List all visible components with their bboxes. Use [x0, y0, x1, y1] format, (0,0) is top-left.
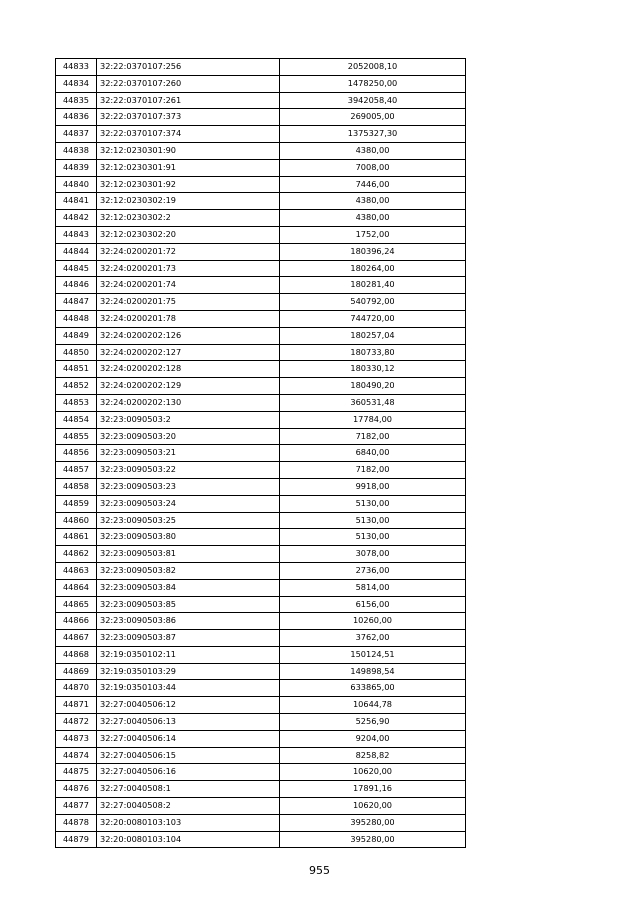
table-body [56, 59, 466, 848]
row-number: 44876 [56, 781, 97, 798]
row-number: 44867 [56, 630, 97, 647]
cadastral-number: 32:19:0350103:44 [97, 680, 280, 697]
cadastral-value: 7182,00 [280, 462, 466, 479]
row-number: 44865 [56, 596, 97, 613]
table-row [56, 613, 466, 630]
cadastral-number: 32:27:0040508:2 [97, 798, 280, 815]
cadastral-value: 180264,00 [280, 260, 466, 277]
table-row [56, 344, 466, 361]
cadastral-value: 180396,24 [280, 243, 466, 260]
cadastral-value: 3942058,40 [280, 92, 466, 109]
cadastral-value: 17891,16 [280, 781, 466, 798]
cadastral-number: 32:27:0040506:15 [97, 747, 280, 764]
cadastral-value: 7446,00 [280, 176, 466, 193]
table-row [56, 159, 466, 176]
table-row [56, 411, 466, 428]
table-row [56, 831, 466, 848]
table-row [56, 327, 466, 344]
row-number: 44864 [56, 579, 97, 596]
cadastral-value: 180257,04 [280, 327, 466, 344]
cadastral-number: 32:27:0040506:13 [97, 714, 280, 731]
cadastral-value: 149898,54 [280, 663, 466, 680]
cadastral-value: 180281,40 [280, 277, 466, 294]
table-row [56, 529, 466, 546]
table-row [56, 596, 466, 613]
cadastral-value: 3078,00 [280, 546, 466, 563]
table-row [56, 75, 466, 92]
table-row [56, 478, 466, 495]
table-row [56, 59, 466, 76]
row-number: 44859 [56, 495, 97, 512]
cadastral-number: 32:24:0200202:128 [97, 361, 280, 378]
row-number: 44840 [56, 176, 97, 193]
row-number: 44833 [56, 59, 97, 76]
cadastral-number: 32:23:0090503:20 [97, 428, 280, 445]
cadastral-number: 32:19:0350103:29 [97, 663, 280, 680]
cadastral-number: 32:22:0370107:260 [97, 75, 280, 92]
cadastral-number: 32:24:0200202:127 [97, 344, 280, 361]
table-row [56, 546, 466, 563]
cadastral-value: 2052008,10 [280, 59, 466, 76]
row-number: 44855 [56, 428, 97, 445]
cadastral-value: 3762,00 [280, 630, 466, 647]
cadastral-number: 32:22:0370107:373 [97, 109, 280, 126]
cadastral-number: 32:24:0200201:78 [97, 310, 280, 327]
row-number: 44842 [56, 210, 97, 227]
row-number: 44871 [56, 697, 97, 714]
table-row [56, 92, 466, 109]
cadastral-value: 633865,00 [280, 680, 466, 697]
cadastral-number: 32:12:0230301:91 [97, 159, 280, 176]
row-number: 44853 [56, 394, 97, 411]
table-row [56, 176, 466, 193]
cadastral-number: 32:27:0040506:14 [97, 730, 280, 747]
cadastral-value: 10260,00 [280, 613, 466, 630]
table-row [56, 142, 466, 159]
row-number: 44838 [56, 142, 97, 159]
cadastral-number: 32:19:0350102:11 [97, 646, 280, 663]
row-number: 44843 [56, 226, 97, 243]
row-number: 44834 [56, 75, 97, 92]
cadastral-value: 9204,00 [280, 730, 466, 747]
table-row [56, 394, 466, 411]
cadastral-value: 5130,00 [280, 495, 466, 512]
row-number: 44874 [56, 747, 97, 764]
cadastral-number: 32:12:0230301:92 [97, 176, 280, 193]
table-row [56, 714, 466, 731]
table-row [56, 680, 466, 697]
cadastral-number: 32:22:0370107:261 [97, 92, 280, 109]
cadastral-number: 32:27:0040506:16 [97, 764, 280, 781]
table-row [56, 126, 466, 143]
row-number: 44858 [56, 478, 97, 495]
table-row [56, 579, 466, 596]
cadastral-number: 32:24:0200202:129 [97, 378, 280, 395]
table-row [56, 243, 466, 260]
cadastral-number: 32:23:0090503:2 [97, 411, 280, 428]
table-row [56, 445, 466, 462]
table-row [56, 226, 466, 243]
table-row [56, 697, 466, 714]
table-row [56, 798, 466, 815]
cadastral-value: 4380,00 [280, 193, 466, 210]
table-row [56, 646, 466, 663]
cadastral-value: 360531,48 [280, 394, 466, 411]
cadastral-value: 4380,00 [280, 210, 466, 227]
row-number: 44856 [56, 445, 97, 462]
row-number: 44849 [56, 327, 97, 344]
cadastral-value: 180330,12 [280, 361, 466, 378]
cadastral-value: 5256,90 [280, 714, 466, 731]
cadastral-value: 5130,00 [280, 512, 466, 529]
table-row [56, 260, 466, 277]
row-number: 44839 [56, 159, 97, 176]
cadastral-value: 6156,00 [280, 596, 466, 613]
cadastral-value: 1752,00 [280, 226, 466, 243]
table-row [56, 361, 466, 378]
cadastral-value: 10644,78 [280, 697, 466, 714]
row-number: 44846 [56, 277, 97, 294]
table-row [56, 294, 466, 311]
cadastral-number: 32:24:0200201:75 [97, 294, 280, 311]
row-number: 44841 [56, 193, 97, 210]
cadastral-number: 32:24:0200201:72 [97, 243, 280, 260]
table-row [56, 562, 466, 579]
row-number: 44879 [56, 831, 97, 848]
row-number: 44868 [56, 646, 97, 663]
cadastral-number: 32:23:0090503:82 [97, 562, 280, 579]
row-number: 44860 [56, 512, 97, 529]
cadastral-value: 10620,00 [280, 764, 466, 781]
row-number: 44877 [56, 798, 97, 815]
cadastral-number: 32:12:0230301:90 [97, 142, 280, 159]
row-number: 44851 [56, 361, 97, 378]
cadastral-number: 32:23:0090503:23 [97, 478, 280, 495]
table-row [56, 210, 466, 227]
row-number: 44862 [56, 546, 97, 563]
row-number: 44863 [56, 562, 97, 579]
table-row [56, 193, 466, 210]
cadastral-value-table [55, 58, 466, 848]
cadastral-value: 395280,00 [280, 814, 466, 831]
table-row [56, 747, 466, 764]
cadastral-number: 32:20:0080103:103 [97, 814, 280, 831]
cadastral-value: 744720,00 [280, 310, 466, 327]
row-number: 44854 [56, 411, 97, 428]
table-row [56, 277, 466, 294]
table-row [56, 781, 466, 798]
row-number: 44836 [56, 109, 97, 126]
cadastral-value: 180733,80 [280, 344, 466, 361]
cadastral-number: 32:22:0370107:374 [97, 126, 280, 143]
row-number: 44844 [56, 243, 97, 260]
cadastral-value: 8258,82 [280, 747, 466, 764]
table-row [56, 109, 466, 126]
row-number: 44872 [56, 714, 97, 731]
cadastral-value: 1375327,30 [280, 126, 466, 143]
cadastral-number: 32:23:0090503:84 [97, 579, 280, 596]
cadastral-number: 32:24:0200202:126 [97, 327, 280, 344]
cadastral-number: 32:23:0090503:87 [97, 630, 280, 647]
cadastral-value: 150124,51 [280, 646, 466, 663]
table-row [56, 310, 466, 327]
cadastral-number: 32:23:0090503:24 [97, 495, 280, 512]
cadastral-number: 32:22:0370107:256 [97, 59, 280, 76]
cadastral-number: 32:23:0090503:25 [97, 512, 280, 529]
table-row [56, 730, 466, 747]
row-number: 44857 [56, 462, 97, 479]
row-number: 44847 [56, 294, 97, 311]
cadastral-number: 32:12:0230302:2 [97, 210, 280, 227]
table-row [56, 630, 466, 647]
cadastral-number: 32:24:0200201:73 [97, 260, 280, 277]
row-number: 44875 [56, 764, 97, 781]
cadastral-number: 32:20:0080103:104 [97, 831, 280, 848]
row-number: 44850 [56, 344, 97, 361]
row-number: 44848 [56, 310, 97, 327]
row-number: 44835 [56, 92, 97, 109]
cadastral-number: 32:24:0200201:74 [97, 277, 280, 294]
table-row [56, 495, 466, 512]
table-row [56, 462, 466, 479]
table-row [56, 428, 466, 445]
cadastral-number: 32:23:0090503:85 [97, 596, 280, 613]
cadastral-value: 269005,00 [280, 109, 466, 126]
row-number: 44837 [56, 126, 97, 143]
cadastral-value: 10620,00 [280, 798, 466, 815]
cadastral-number: 32:23:0090503:81 [97, 546, 280, 563]
table-row [56, 378, 466, 395]
cadastral-number: 32:23:0090503:22 [97, 462, 280, 479]
table-row [56, 512, 466, 529]
cadastral-value: 9918,00 [280, 478, 466, 495]
row-number: 44878 [56, 814, 97, 831]
cadastral-value: 5814,00 [280, 579, 466, 596]
cadastral-value: 540792,00 [280, 294, 466, 311]
cadastral-number: 32:24:0200202:130 [97, 394, 280, 411]
cadastral-value: 5130,00 [280, 529, 466, 546]
cadastral-number: 32:23:0090503:21 [97, 445, 280, 462]
cadastral-value: 180490,20 [280, 378, 466, 395]
cadastral-value: 17784,00 [280, 411, 466, 428]
cadastral-number: 32:12:0230302:19 [97, 193, 280, 210]
table-row [56, 764, 466, 781]
cadastral-number: 32:27:0040506:12 [97, 697, 280, 714]
cadastral-number: 32:12:0230302:20 [97, 226, 280, 243]
cadastral-number: 32:27:0040508:1 [97, 781, 280, 798]
cadastral-number: 32:23:0090503:80 [97, 529, 280, 546]
cadastral-value: 4380,00 [280, 142, 466, 159]
table-row [56, 814, 466, 831]
row-number: 44870 [56, 680, 97, 697]
cadastral-value: 7182,00 [280, 428, 466, 445]
row-number: 44866 [56, 613, 97, 630]
cadastral-number: 32:23:0090503:86 [97, 613, 280, 630]
row-number: 44852 [56, 378, 97, 395]
row-number: 44869 [56, 663, 97, 680]
cadastral-value: 2736,00 [280, 562, 466, 579]
table-row [56, 663, 466, 680]
cadastral-value: 7008,00 [280, 159, 466, 176]
cadastral-value: 1478250,00 [280, 75, 466, 92]
cadastral-value: 6840,00 [280, 445, 466, 462]
row-number: 44845 [56, 260, 97, 277]
cadastral-value: 395280,00 [280, 831, 466, 848]
page-number: 955 [309, 864, 330, 877]
row-number: 44873 [56, 730, 97, 747]
row-number: 44861 [56, 529, 97, 546]
